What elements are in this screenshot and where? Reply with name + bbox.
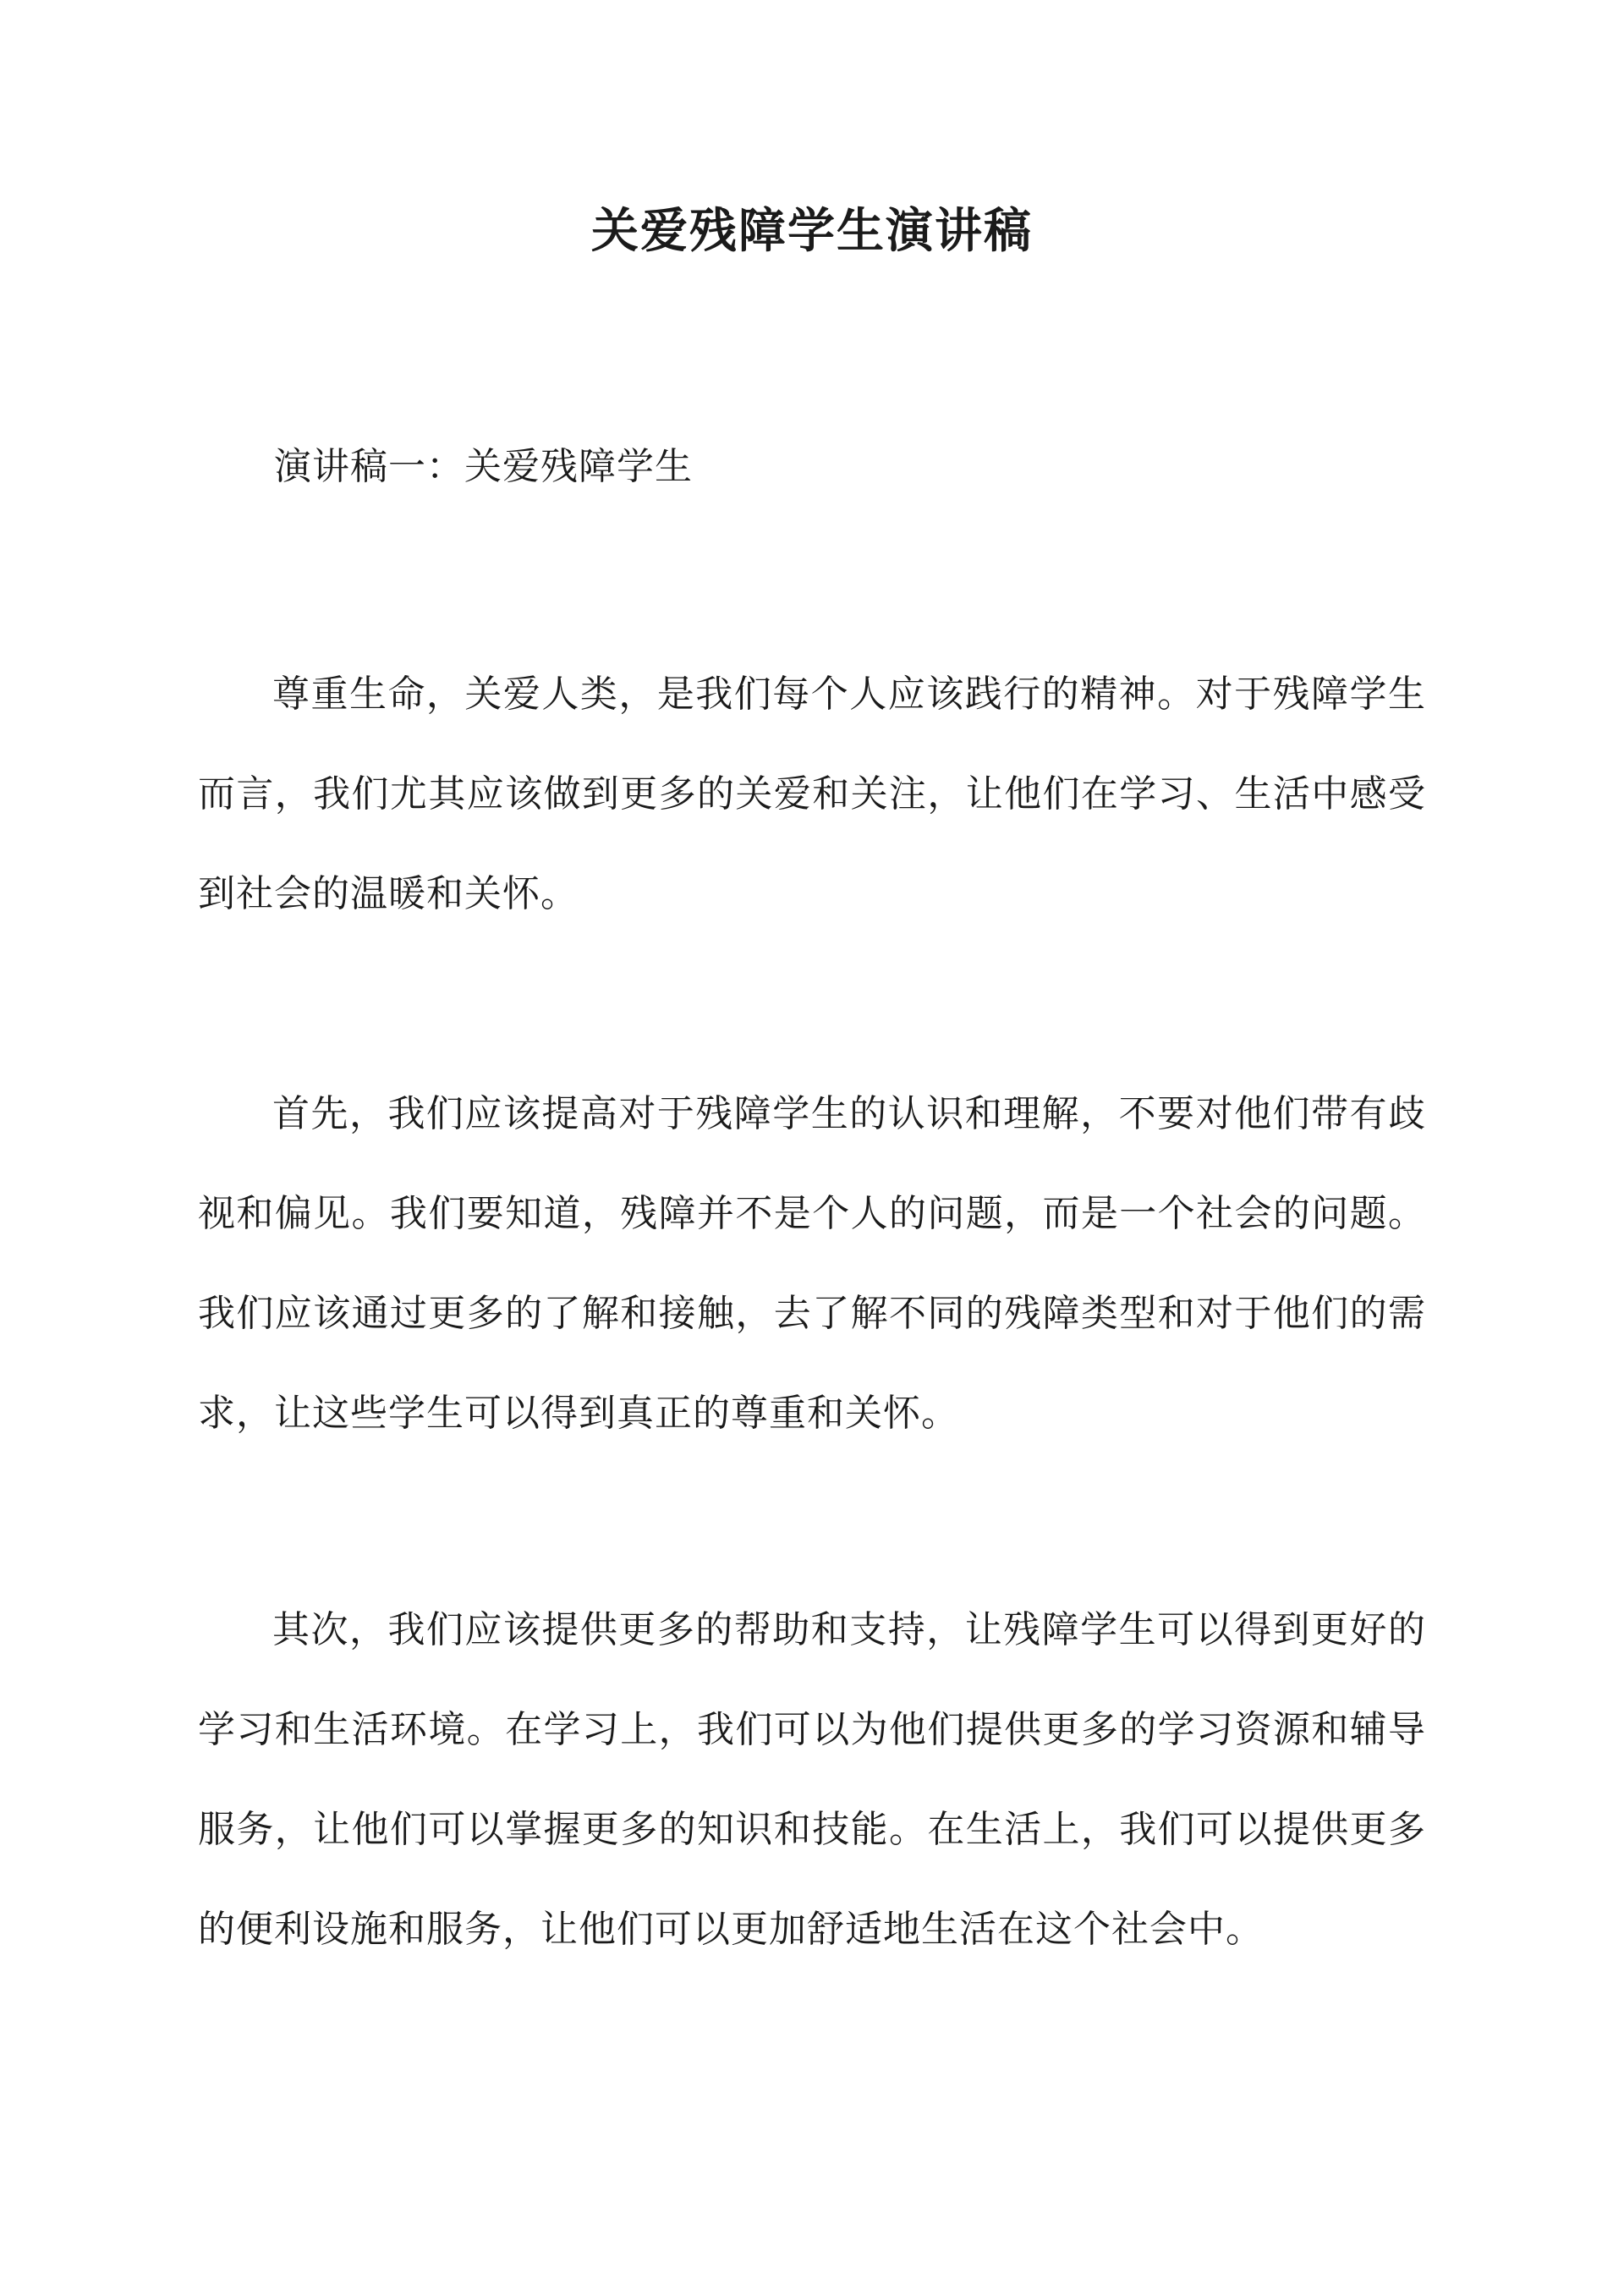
paragraph-3: 其次，我们应该提供更多的帮助和支持，让残障学生可以得到更好的学习和生活环境。在学习上，我们可以为他们提供更多的学习资源和辅导服务，让他们可以掌握更多的知识和技能。在生活上，我们可以提供更多的便利设施和服务，让他们可以更加舒适地生活在这个社会中。 — [198, 1608, 1426, 1951]
paragraph-1: 尊重生命，关爱人类，是我们每个人应该践行的精神。对于残障学生而言，我们尤其应该做到更多的关爱和关注，让他们在学习、生活中感受到社会的温暖和关怀。 — [198, 673, 1426, 915]
paragraph-2: 首先，我们应该提高对于残障学生的认识和理解，不要对他们带有歧视和偏见。我们要知道，残障并不是个人的问题，而是一个社会的问题。我们应该通过更多的了解和接触，去了解不同的残障类型和对于他们的需求，让这些学生可以得到真正的尊重和关怀。 — [198, 1092, 1426, 1435]
document-title: 关爱残障学生演讲稿 — [591, 203, 1033, 259]
document-subtitle: 演讲稿一：关爱残障学生 — [274, 445, 693, 488]
